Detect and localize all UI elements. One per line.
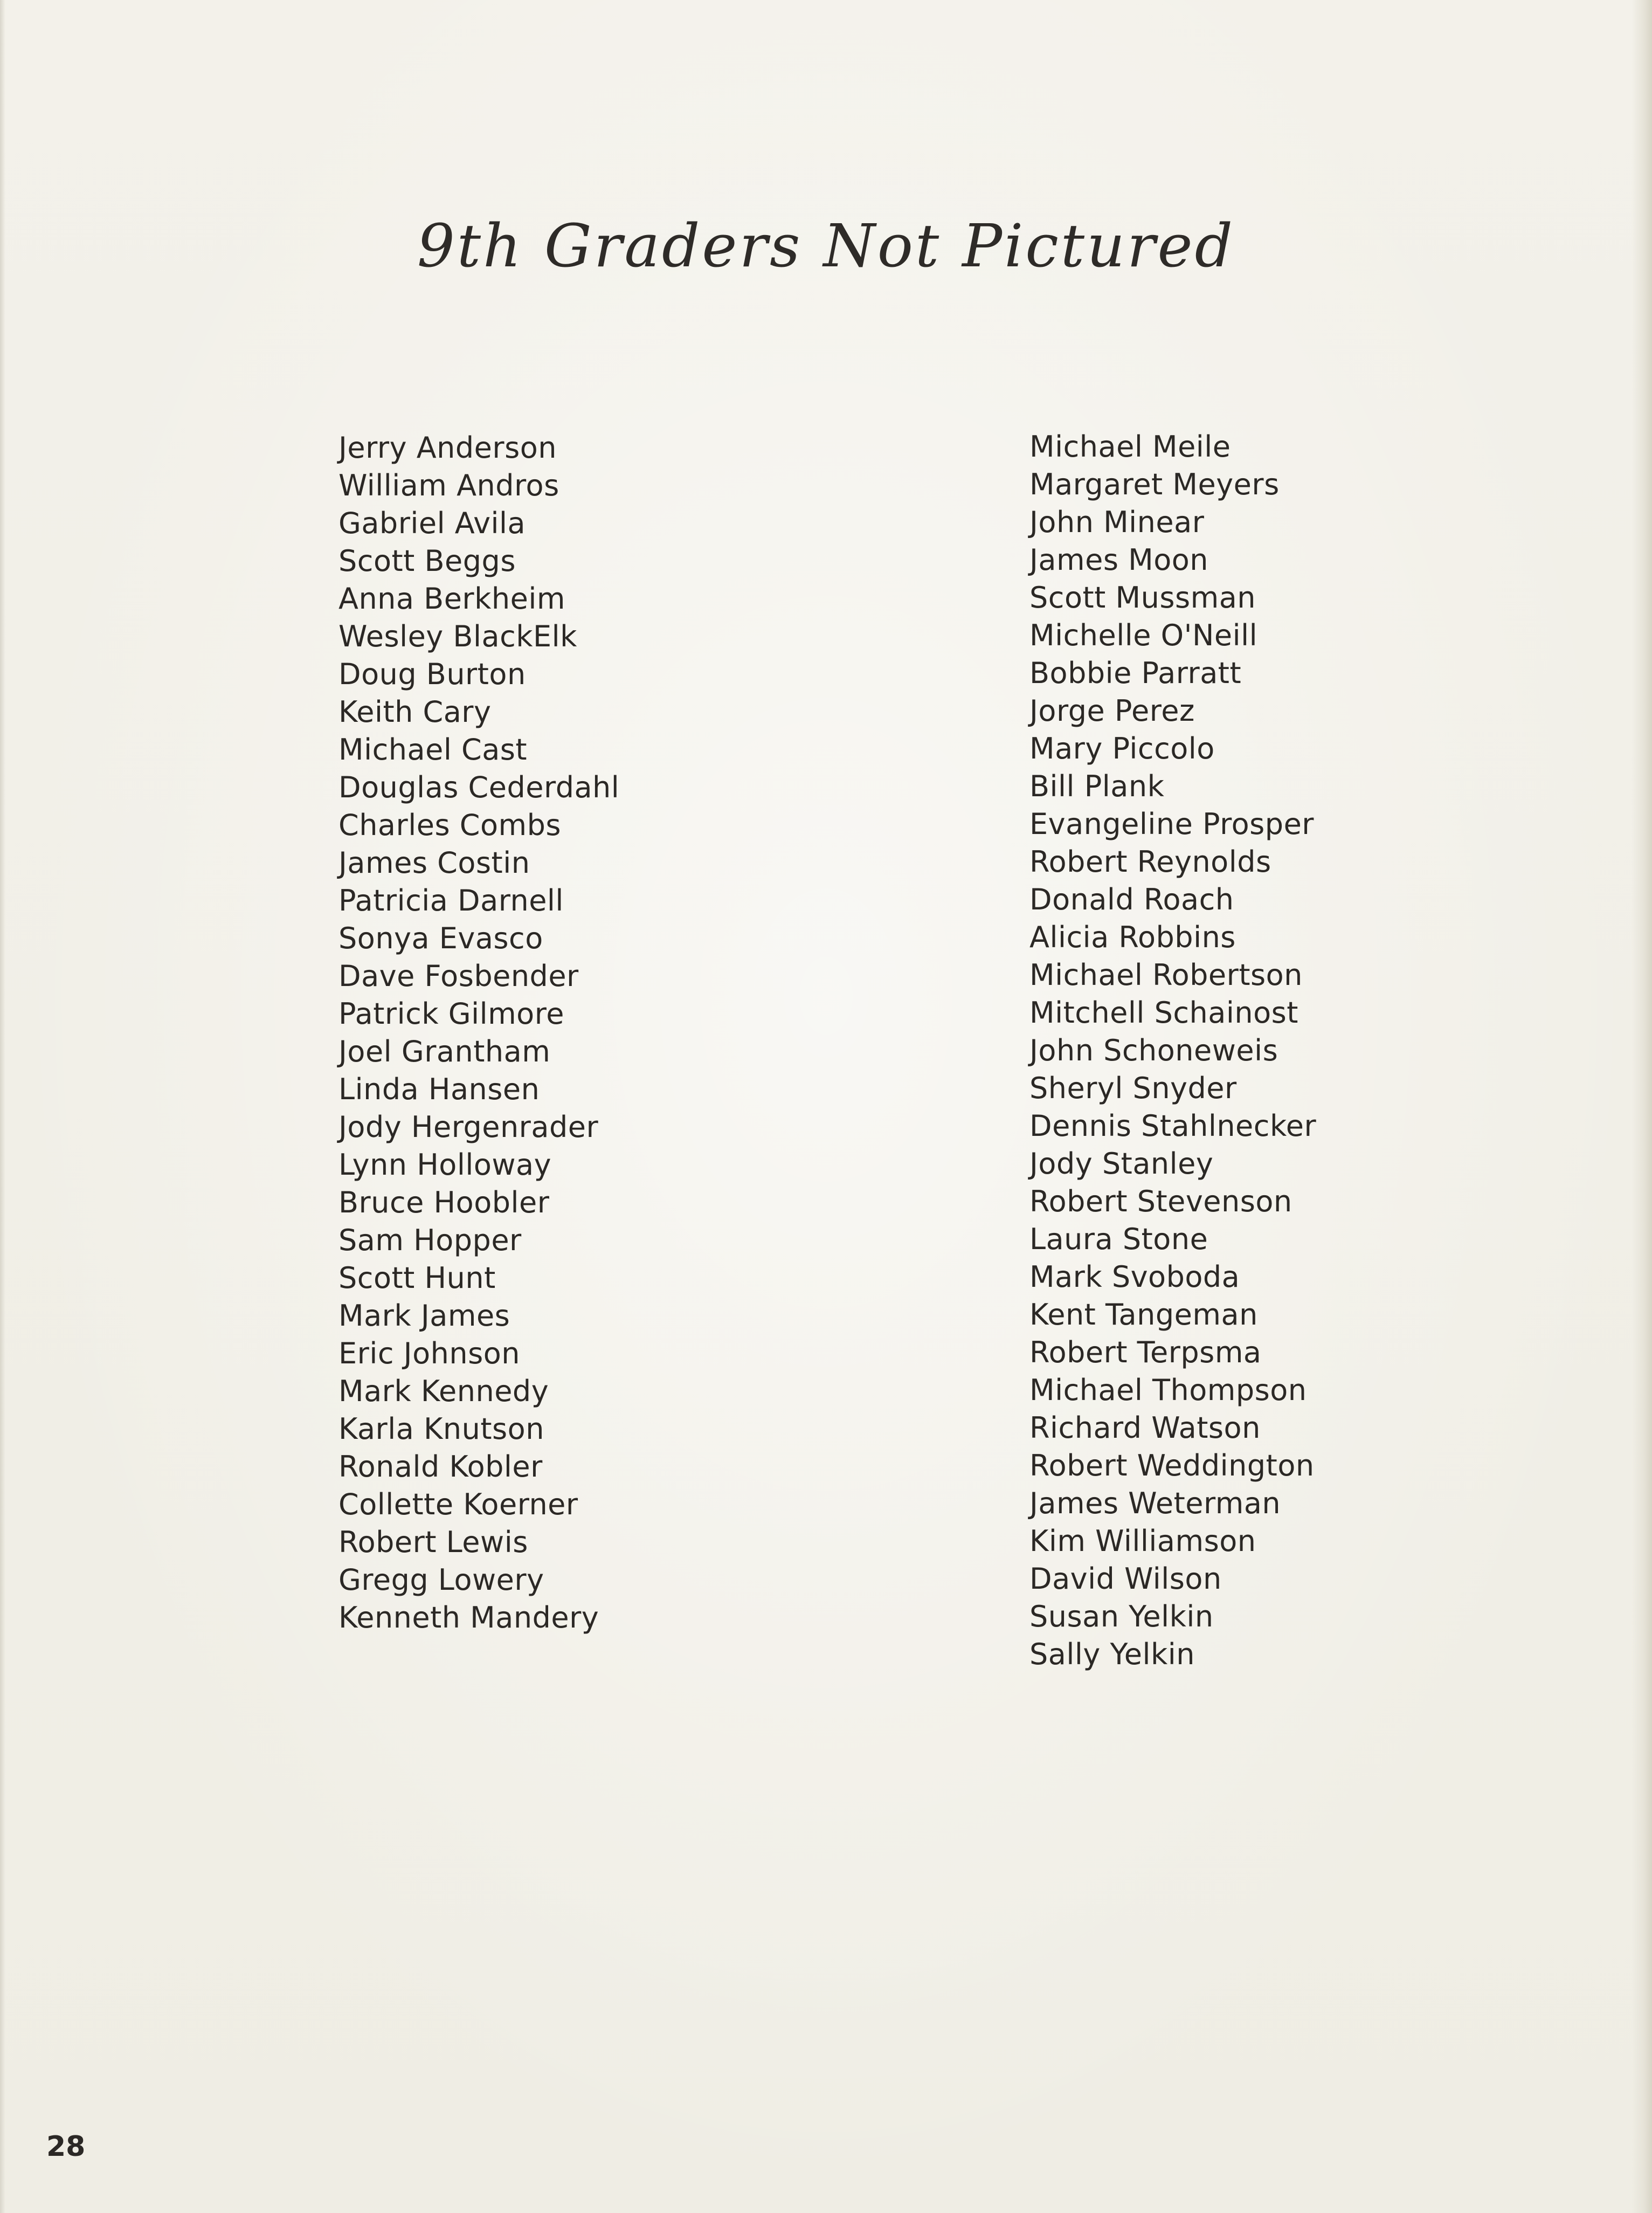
student-name: Robert Reynolds [1029,845,1271,879]
student-name: Scott Mussman [1029,581,1256,615]
student-name: Lynn Holloway [338,1148,552,1182]
student-name: Scott Beggs [338,544,516,578]
student-name: Bill Plank [1029,769,1165,803]
student-name: Kenneth Mandery [338,1601,599,1635]
student-name: Ronald Kobler [338,1450,543,1484]
student-name: Bobbie Parratt [1029,656,1242,690]
student-name: Laura Stone [1029,1222,1208,1256]
student-name: Alicia Robbins [1029,920,1236,954]
student-name: Patrick Gilmore [338,997,564,1031]
student-name: Mitchell Schainost [1029,996,1298,1030]
student-name: Margaret Meyers [1029,467,1280,501]
student-name: Robert Terpsma [1029,1335,1262,1369]
student-name: Robert Lewis [338,1525,528,1559]
student-name: Robert Weddington [1029,1449,1315,1483]
student-name: Susan Yelkin [1029,1600,1214,1633]
student-name: Jorge Perez [1029,694,1195,728]
student-name: Linda Hansen [338,1072,540,1106]
student-name: Mary Piccolo [1029,732,1215,766]
student-name: Gregg Lowery [338,1563,544,1597]
student-name: Michelle O'Neill [1029,618,1258,652]
page-right-edge [1632,0,1652,2213]
student-name: Michael Meile [1029,430,1231,464]
student-name: Evangeline Prosper [1029,807,1315,841]
page-title: 9th Graders Not Pictured [417,211,1235,280]
student-name: Michael Cast [338,733,528,767]
student-name: James Weterman [1029,1486,1281,1520]
student-name: Scott Hunt [338,1261,496,1295]
student-name: Jody Hergenrader [338,1110,599,1144]
student-name: Mark James [338,1299,510,1333]
student-name: Joel Grantham [338,1035,551,1068]
page-number: 28 [46,2131,86,2163]
student-name: Sally Yelkin [1029,1637,1195,1671]
student-name: Michael Thompson [1029,1373,1307,1407]
student-name: Collette Koerner [338,1487,578,1521]
page-left-edge [0,0,5,2213]
names-left-column [338,429,619,1637]
student-name: Mark Kennedy [338,1374,549,1408]
student-name: Dave Fosbender [338,959,579,993]
student-name: Robert Stevenson [1029,1184,1292,1218]
student-name: Jerry Anderson [338,431,557,465]
student-name: Kent Tangeman [1029,1298,1258,1332]
student-name: James Moon [1029,543,1209,577]
names-right-column [1029,428,1316,1673]
student-name: Sheryl Snyder [1029,1071,1237,1105]
student-name: Anna Berkheim [338,582,565,616]
student-name: Bruce Hoobler [338,1185,550,1219]
student-name: Sonya Evasco [338,921,543,955]
student-name: Doug Burton [338,657,526,691]
student-name: John Minear [1029,505,1205,539]
student-name: David Wilson [1029,1562,1222,1596]
student-name: Sam Hopper [338,1223,522,1257]
student-name: Patricia Darnell [338,884,564,918]
student-name: Donald Roach [1029,883,1234,916]
student-name: William Andros [338,468,559,502]
student-name: James Costin [338,846,530,880]
student-name: John Schoneweis [1029,1033,1278,1067]
student-name: Michael Robertson [1029,958,1303,992]
student-name: Douglas Cederdahl [338,770,620,804]
student-name: Dennis Stahlnecker [1029,1109,1317,1143]
student-name: Charles Combs [338,808,562,842]
student-name: Keith Cary [338,695,492,729]
student-name: Jody Stanley [1029,1147,1214,1181]
student-name: Gabriel Avila [338,506,526,540]
student-name: Richard Watson [1029,1411,1261,1445]
student-name: Eric Johnson [338,1336,520,1370]
student-name: Mark Svoboda [1029,1260,1240,1294]
student-name: Kim Williamson [1029,1524,1256,1558]
student-name: Wesley BlackElk [338,619,577,653]
student-name: Karla Knutson [338,1412,544,1446]
